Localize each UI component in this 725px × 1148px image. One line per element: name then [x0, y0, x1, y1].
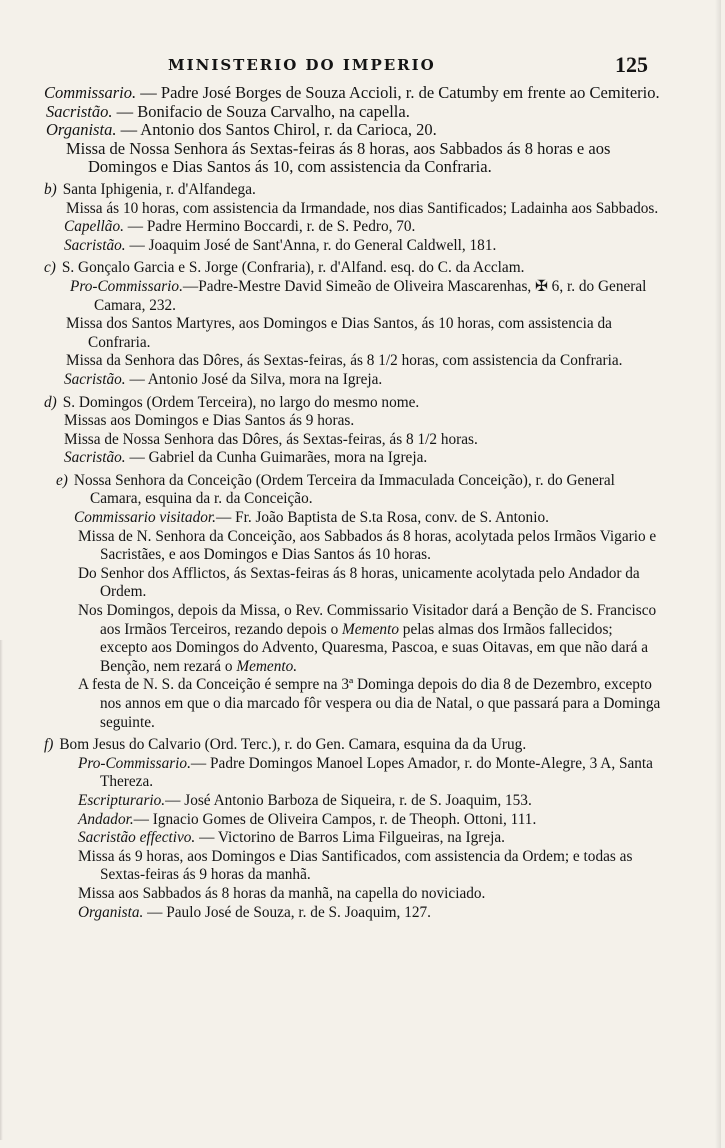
- section-line: Nos Domingos, depois da Missa, o Rev. Commissario Visitador dará a Benção de S. Francisco aos Irmãos Terceiros, rezando depois o Memento pelas almas dos Irmãos fallecidos; excepto aos Domingos do Advento, Quaresma, Pascoa, e suas Oitavas, em que não dará a Benção, nem rezará o Memento.: [78, 602, 657, 675]
- section-mark: b): [44, 180, 57, 198]
- section-b: [34, 181, 664, 255]
- section-f: [34, 736, 664, 922]
- section-line: Missa ás 9 horas, aos Domingos e Dias Santificados, com assistencia da Ordem; e todas as Sextas-feiras ás 9 horas da manhã.: [78, 847, 633, 884]
- role-label: Sacristão.: [64, 236, 126, 254]
- role-label: Commissario visitador.: [74, 509, 216, 527]
- section-line: Escripturario.— José Antonio Barboza de Siqueira, r. de S. Joaquim, 153.: [78, 791, 532, 809]
- section-line: Commissario visitador.— Fr. João Baptista de S.ta Rosa, conv. de S. Antonio.: [74, 509, 549, 527]
- binding-shadow: [0, 640, 3, 1140]
- role-label: Pro-Commissario.: [70, 277, 183, 295]
- section-title: S. Gonçalo Garcia e S. Jorge (Confraria), r. d'Alfand. esq. do C. da Acclam.: [61, 259, 525, 277]
- section-c: [34, 259, 664, 389]
- section-title: Nossa Senhora da Conceição (Ordem Terceira da Immaculada Conceição), r. do General Camara, esquina da r. da Conceição.: [73, 471, 615, 508]
- section-mark: c): [44, 259, 56, 277]
- section-title: S. Domingos (Ordem Terceira), no largo do mesmo nome.: [62, 393, 420, 411]
- section-line: Missa de Nossa Senhora das Dôres, ás Sextas-feiras, ás 8 1/2 horas.: [64, 430, 478, 448]
- section-line: Sacristão. — Joaquim José de Sant'Anna, r. do General Caldwell, 181.: [64, 236, 497, 254]
- role-label: Escripturario.: [78, 791, 166, 809]
- entry-missa: [34, 140, 664, 177]
- section-mark: f): [44, 736, 54, 754]
- section-line: Missa aos Sabbados ás 8 horas da manhã, na capella do noviciado.: [78, 884, 486, 902]
- section-d: [34, 394, 664, 468]
- role-label: Pro-Commissario.: [78, 754, 191, 772]
- section-title: Santa Iphigenia, r. d'Alfandega.: [62, 180, 256, 198]
- role-label: Sacristão effectivo.: [78, 829, 196, 847]
- section-line: Missa da Senhora das Dôres, ás Sextas-feiras, ás 8 1/2 horas, com assistencia da Confraria.: [66, 352, 623, 370]
- role-label: Organista.: [46, 120, 117, 140]
- role-label: Sacristão.: [64, 449, 126, 467]
- page-number: 125: [615, 52, 648, 77]
- entry-sacristao: [34, 103, 664, 122]
- section-line: Pro-Commissario.— Padre Domingos Manoel Lopes Amador, r. do Monte-Alegre, 3 A, Santa Thereza.: [78, 754, 653, 791]
- role-label: Sacristão.: [64, 370, 126, 388]
- section-line: Sacristão. — Gabriel da Cunha Guimarães, mora na Igreja.: [64, 449, 428, 467]
- memento-term: Memento: [342, 620, 399, 638]
- page-body: [34, 84, 664, 922]
- role-label: Sacristão.: [46, 101, 113, 121]
- section-line: Pro-Commissario.—Padre-Mestre David Simeão de Oliveira Mascarenhas, ✠ 6, r. do General Camara, 232.: [70, 277, 647, 314]
- section-line: Sacristão. — Antonio José da Silva, mora na Igreja.: [64, 370, 383, 388]
- section-mark: d): [44, 393, 57, 411]
- entry-text: — Bonifacio de Souza Carvalho, na capella.: [116, 101, 410, 121]
- entry-text: — Padre José Borges de Souza Accioli, r. de Catumby em frente ao Cemiterio.: [140, 83, 660, 102]
- section-line: Organista. — Paulo José de Souza, r. de S. Joaquim, 127.: [78, 903, 431, 921]
- page-edge-shadow: [715, 0, 721, 1148]
- section-line: Missa ás 10 horas, com assistencia da Irmandade, nos dias Santificados; Ladainha aos Sabbados.: [66, 199, 659, 217]
- role-label: Andador.: [78, 810, 134, 828]
- section-line: Do Senhor dos Afflictos, ás Sextas-feiras ás 8 horas, unicamente acolytada pelo Andador da Ordem.: [78, 564, 640, 601]
- section-line: Sacristão effectivo. — Victorino de Barros Lima Filgueiras, na Igreja.: [78, 829, 506, 847]
- page-title: MINISTERIO DO IMPERIO: [168, 56, 436, 74]
- entry-text: Missa de Nossa Senhora ás Sextas-feiras ás 8 horas, aos Sabbados ás 8 horas e aos Domingos e Dias Santos ás 10, com assistencia da Confraria.: [66, 138, 611, 177]
- section-line: Capellão. — Padre Hermino Boccardi, r. de S. Pedro, 70.: [64, 218, 416, 236]
- role-label: Commissario.: [44, 83, 137, 102]
- section-line: Missa dos Santos Martyres, aos Domingos e Dias Santos, ás 10 horas, com assistencia da Confraria.: [66, 315, 612, 351]
- entry-organista: [34, 121, 664, 140]
- entry-commissario: [34, 84, 664, 103]
- role-label: Capellão.: [64, 218, 124, 236]
- section-title: Bom Jesus do Calvario (Ord. Terc.), r. do Gen. Camara, esquina da da Urug.: [59, 736, 527, 754]
- memento-term: Memento.: [236, 657, 298, 675]
- section-line: A festa de N. S. da Conceição é sempre na 3ª Dominga depois do dia 8 de Dezembro, excepto nos annos em que o dia marcado fôr vespera ou dia de Natal, o que passará para a Dominga seguinte.: [78, 676, 661, 731]
- entry-text: — Antonio dos Santos Chirol, r. da Carioca, 20.: [120, 120, 437, 140]
- running-head: [0, 52, 725, 82]
- section-line: Missa de N. Senhora da Conceição, aos Sabbados ás 8 horas, acolytada pelos Irmãos Vigario e Sacristães, e aos Domingos e Dias Santos ás 10 horas.: [78, 527, 657, 564]
- section-e: [34, 472, 664, 732]
- section-line: Missas aos Domingos e Dias Santos ás 9 horas.: [64, 412, 355, 430]
- section-mark: e): [56, 471, 68, 489]
- section-line: Andador.— Ignacio Gomes de Oliveira Campos, r. de Theoph. Ottoni, 111.: [78, 810, 537, 828]
- role-label: Organista.: [78, 903, 144, 921]
